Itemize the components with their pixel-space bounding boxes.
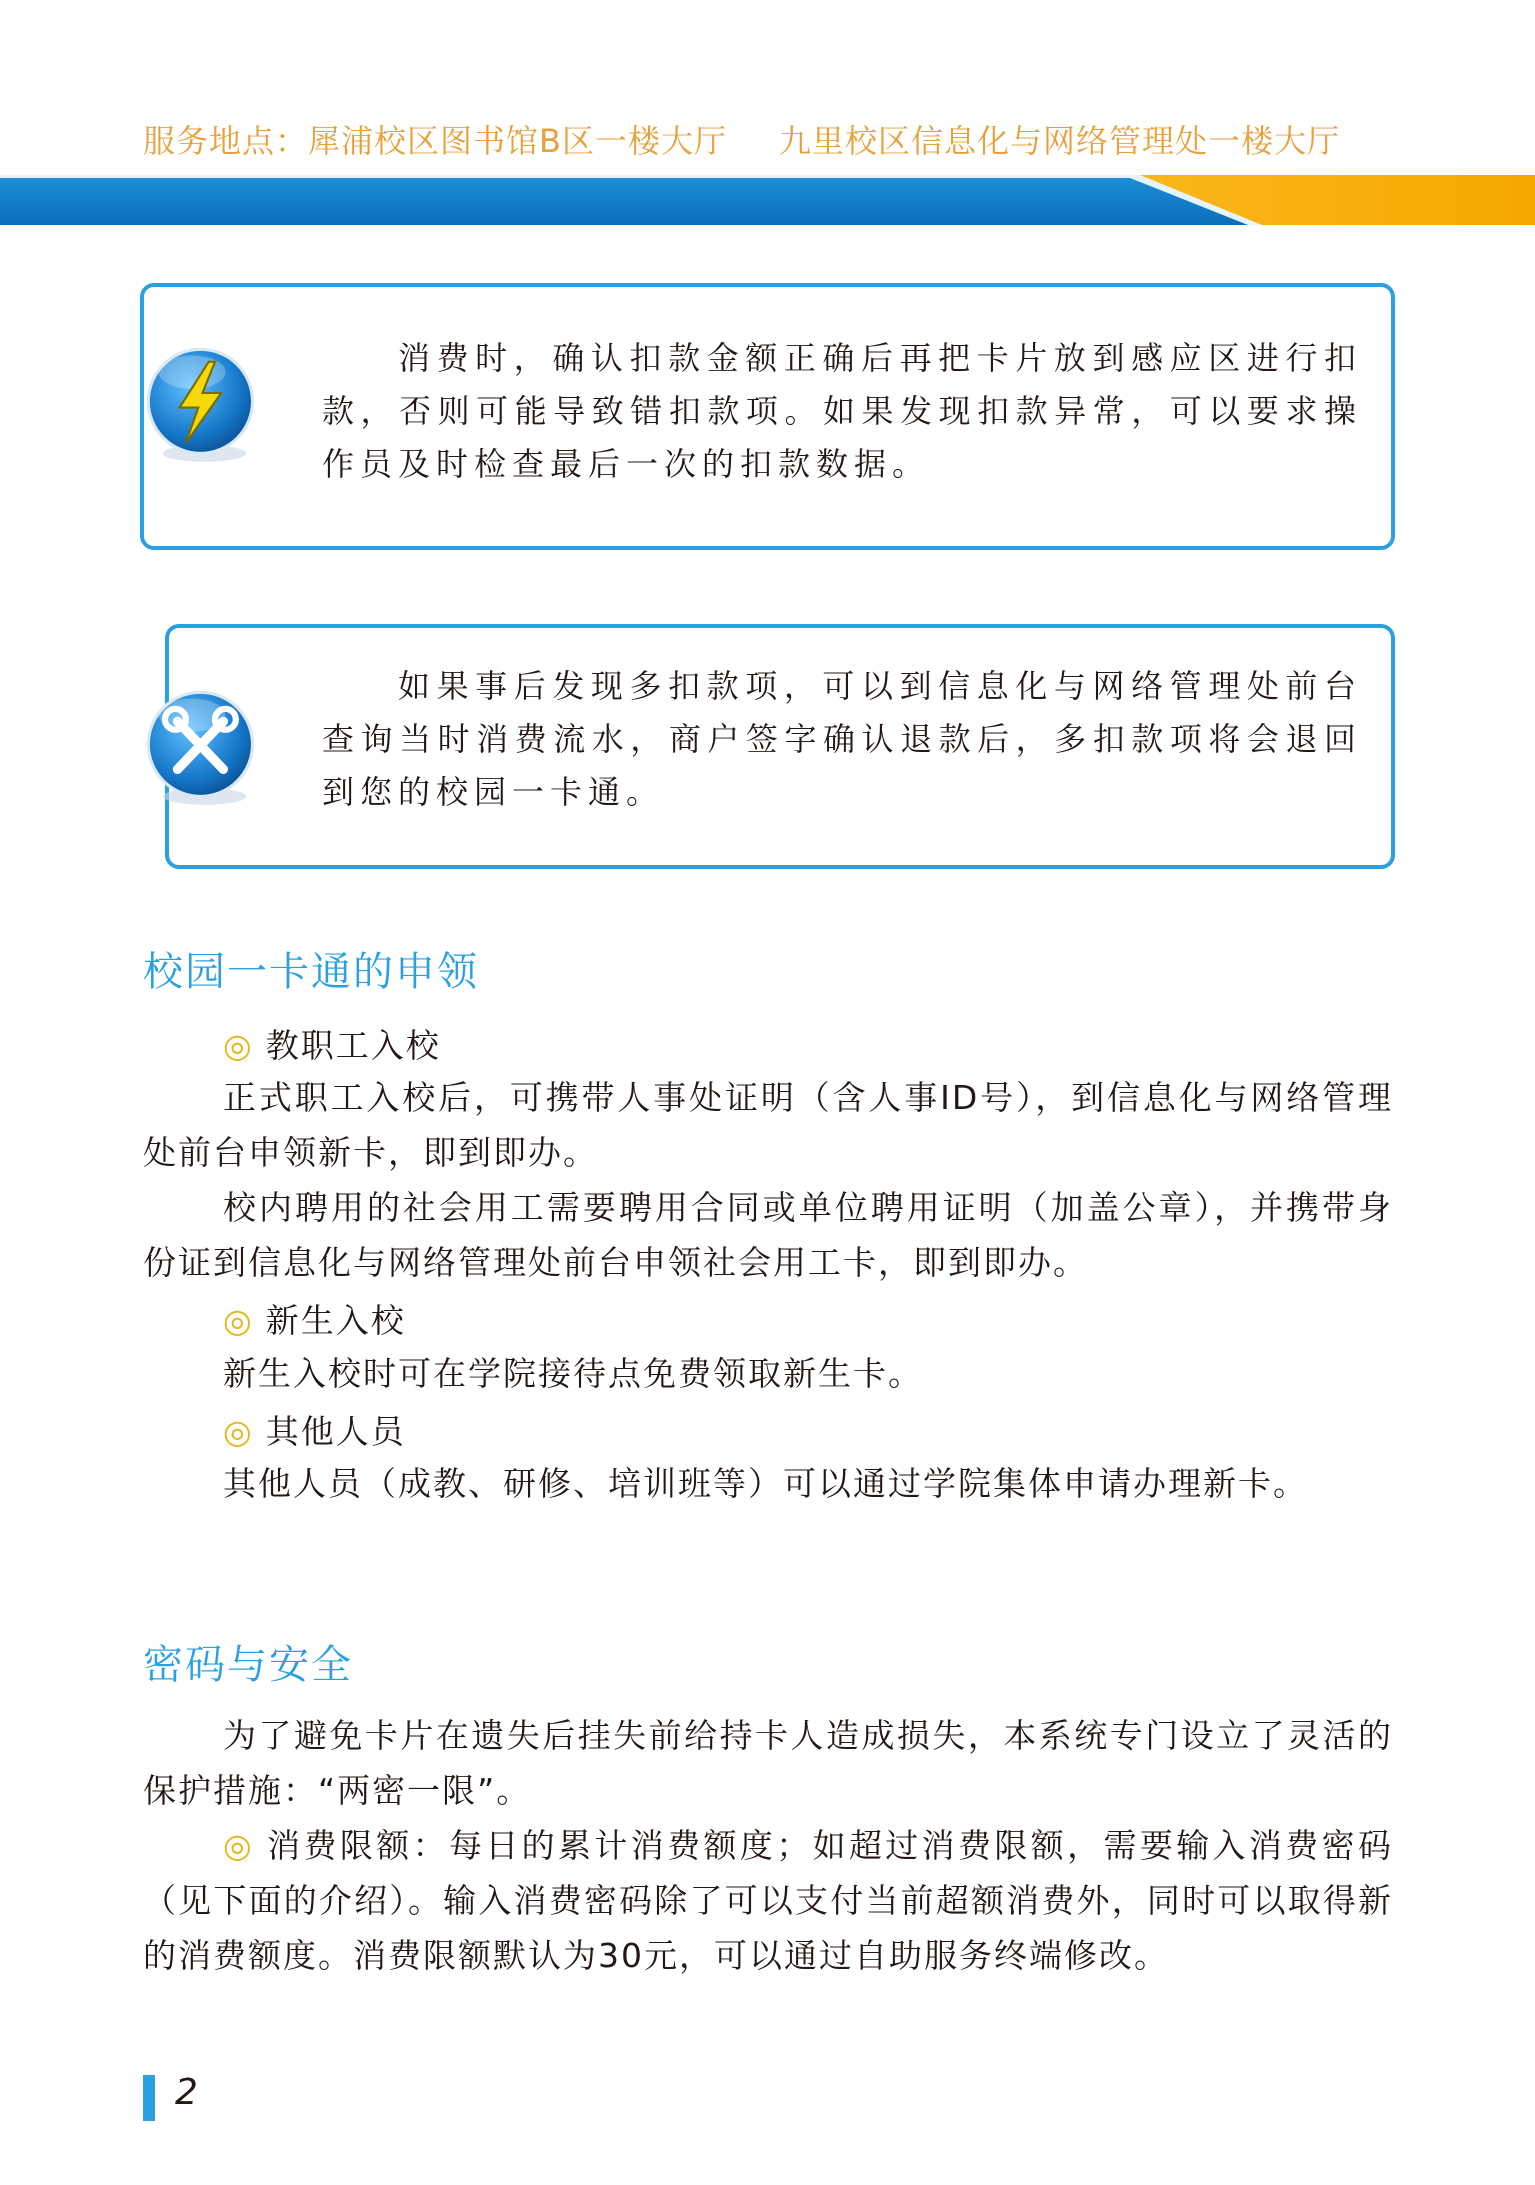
section-title-security: 密码与安全 (143, 1642, 353, 1688)
tip-text-refund: 如果事后发现多扣款项，可以到信息化与网络管理处前台查询当时消费流水，商户签字确认退款后，多扣款项将会退回到您的校园一卡通。 (322, 667, 1362, 811)
bullet-circle-icon: ◎ (223, 1826, 256, 1865)
service-locations (143, 116, 1340, 162)
lightning-icon (140, 343, 265, 468)
header-banner (0, 175, 1535, 225)
bullet-circle-icon: ◎ (223, 1026, 254, 1065)
page-number: 2 (175, 2072, 198, 2113)
bullet-freshman: ◎ 新生入校 (223, 1301, 406, 1340)
others-paragraph: 其他人员（成教、研修、培训班等）可以通过学院集体申请办理新卡。 (223, 1464, 1308, 1503)
bullet-others: ◎ 其他人员 (223, 1412, 406, 1451)
section-title-apply: 校园一卡通的申领 (143, 949, 479, 995)
spending-limit-paragraph: ◎ 消费限额：每日的累计消费额度；如超过消费限额，需要输入消费密码（见下面的介绍）。输入消费密码除了可以支付当前超额消费外，同时可以取得新的消费额度。消费限额默认为30元，可以通过自助服务终端修改。 (143, 1826, 1393, 1975)
page-number-bar (143, 2075, 155, 2121)
tools-icon (140, 686, 265, 811)
security-intro: 为了避免卡片在遗失后挂失前给持卡人造成损失，本系统专门设立了灵活的保护措施：“两密一限”。 (143, 1716, 1393, 1810)
freshman-paragraph: 新生入校时可在学院接待点免费领取新生卡。 (223, 1354, 923, 1393)
tip-text-payment: 消费时，确认扣款金额正确后再把卡片放到感应区进行扣款，否则可能导致错扣款项。如果发现扣款异常，可以要求操作员及时检查最后一次的扣款数据。 (322, 339, 1362, 483)
bullet-staff: ◎ 教职工入校 (223, 1026, 441, 1065)
bullet-circle-icon: ◎ (223, 1301, 254, 1340)
bullet-circle-icon: ◎ (223, 1412, 254, 1451)
staff-paragraph-1: 正式职工入校后，可携带人事处证明（含人事ID号），到信息化与网络管理处前台申领新卡，即到即办。 (143, 1078, 1393, 1172)
staff-paragraph-2: 校内聘用的社会用工需要聘用合同或单位聘用证明（加盖公章），并携带身份证到信息化与网络管理处前台申领社会用工卡，即到即办。 (143, 1188, 1393, 1282)
location-xipu: 服务地点：犀浦校区图书馆B区一楼大厅 (143, 122, 727, 160)
location-jiuli: 九里校区信息化与网络管理处一楼大厅 (778, 122, 1340, 160)
